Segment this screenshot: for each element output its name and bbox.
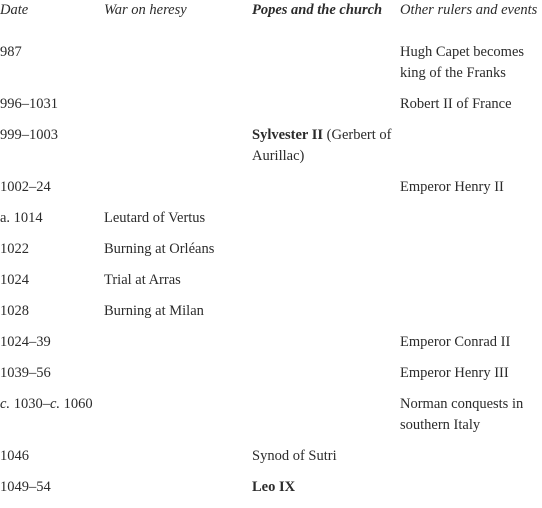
war-on-heresy-cell [104, 94, 252, 125]
other-rulers-cell: Hugh Capet becomes king of the Franks [400, 44, 525, 81]
date-text: 987 [0, 44, 22, 60]
table-row [0, 42, 542, 94]
popes-church-cell [252, 270, 400, 301]
other-rulers-cell [400, 270, 542, 301]
date-cell [0, 42, 104, 94]
other-rulers-cell: Emperor Henry III [400, 365, 509, 381]
other-rulers-cell [400, 208, 542, 239]
date-cell [0, 94, 104, 125]
table-row [0, 477, 542, 508]
header-row [0, 0, 542, 42]
popes-church-cell [252, 94, 400, 125]
popes-church-cell [252, 208, 400, 239]
date-cell [0, 477, 104, 508]
date-text: 1024 [0, 272, 29, 288]
popes-church-cell [252, 42, 400, 94]
header-popes-and-church: Popes and the church [252, 2, 383, 18]
war-on-heresy-cell [104, 177, 252, 208]
popes-church-cell [252, 239, 400, 270]
table-row [0, 301, 542, 332]
table-row [0, 239, 542, 270]
table-header [0, 0, 542, 42]
other-rulers-cell [400, 301, 542, 332]
date-cell [0, 239, 104, 270]
war-on-heresy-cell [104, 446, 252, 477]
war-on-heresy-cell: Burning at Orléans [104, 241, 215, 257]
table-row [0, 94, 542, 125]
date-cell [0, 177, 104, 208]
date-text: 1030– [10, 396, 50, 412]
table-row [0, 446, 542, 477]
popes-church-cell [252, 477, 400, 508]
date-cell [0, 270, 104, 301]
pope-name: Leo IX [252, 479, 296, 495]
table-row [0, 363, 542, 394]
date-text: 1039–56 [0, 365, 51, 381]
war-on-heresy-cell [104, 363, 252, 394]
war-on-heresy-cell [104, 125, 252, 177]
other-rulers-cell: Norman conquests in southern Italy [400, 396, 524, 433]
other-rulers-cell: Robert II of France [400, 96, 512, 112]
popes-church-cell [252, 332, 400, 363]
date-cell [0, 125, 104, 177]
date-end-text: 1060 [60, 396, 93, 412]
war-on-heresy-cell: Trial at Arras [104, 272, 181, 288]
date-cell [0, 332, 104, 363]
header-date: Date [0, 2, 29, 18]
church-event: Synod of Sutri [252, 448, 337, 464]
war-on-heresy-cell [104, 394, 252, 446]
date-cell [0, 363, 104, 394]
war-on-heresy-cell [104, 42, 252, 94]
other-rulers-cell [400, 477, 542, 508]
church-event: (Gerbert of Aurillac) [252, 127, 392, 164]
table-row [0, 208, 542, 239]
war-on-heresy-cell: Leutard of Vertus [104, 210, 206, 226]
date-text: a. 1014 [0, 210, 43, 226]
pope-name: Sylvester II [252, 127, 324, 143]
popes-church-cell [252, 363, 400, 394]
date-cell [0, 301, 104, 332]
table-row [0, 125, 542, 177]
date-circa: c. [0, 396, 11, 412]
table-row [0, 177, 542, 208]
date-circa-end: c. [49, 396, 60, 412]
header-war-on-heresy: War on heresy [104, 2, 187, 18]
war-on-heresy-cell: Burning at Milan [104, 303, 204, 319]
war-on-heresy-cell [104, 477, 252, 508]
popes-church-cell [252, 177, 400, 208]
date-cell [0, 446, 104, 477]
date-text: 1022 [0, 241, 29, 257]
war-on-heresy-cell [104, 332, 252, 363]
date-text: 1028 [0, 303, 29, 319]
table-row [0, 332, 542, 363]
table-row [0, 270, 542, 301]
other-rulers-cell: Emperor Henry II [400, 179, 504, 195]
date-text: 1002–24 [0, 179, 51, 195]
header-other-rulers: Other rulers and events [400, 2, 538, 18]
popes-church-cell [252, 446, 400, 477]
table-row [0, 394, 542, 446]
date-text: 996–1031 [0, 96, 58, 112]
other-rulers-cell [400, 125, 542, 177]
other-rulers-cell [400, 446, 542, 477]
date-text: 1049–54 [0, 479, 51, 495]
table-body [0, 42, 542, 508]
popes-church-cell [252, 125, 400, 177]
date-cell [0, 394, 104, 446]
date-text: 1024–39 [0, 334, 51, 350]
date-cell [0, 208, 104, 239]
other-rulers-cell: Emperor Conrad II [400, 334, 511, 350]
date-text: 1046 [0, 448, 29, 464]
popes-church-cell [252, 301, 400, 332]
other-rulers-cell [400, 239, 542, 270]
date-text: 999–1003 [0, 127, 58, 143]
popes-church-cell [252, 394, 400, 446]
